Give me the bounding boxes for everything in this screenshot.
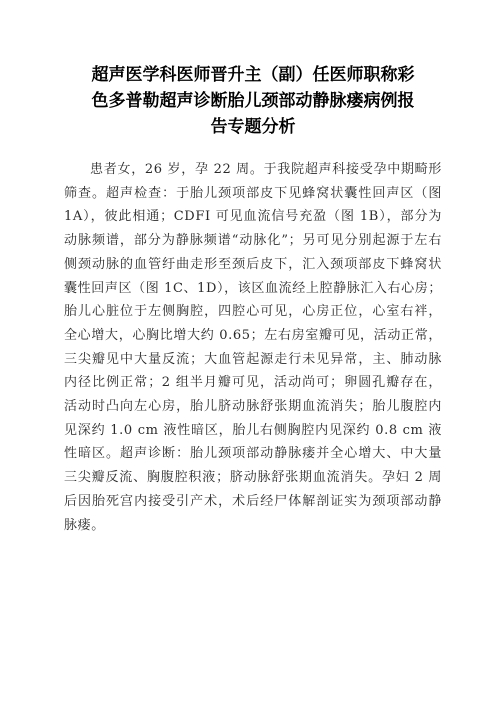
case-report-paragraph: 患者女，26 岁，孕 22 周。于我院超声科接受孕中期畸形筛查。超声检查：于胎儿颈项部皮下见蜂窝状囊性回声区（图 1A），彼此相通；CDFI 可见血流信号充盈（图 1B），部分为动脉频谱，部分为静脉频谱“动脉化”；另可见分别起源于左右侧颈动脉的血管纡曲走形至颈后皮下，汇入颈项部皮下蜂窝状囊性回声区（图 1C、1D），该区血流经上腔静脉汇入右心房；胎儿心脏位于左侧胸腔，四腔心可见，心房正位，心室右袢，全心增大，心胸比增大约 0.65；左右房室瓣可见，活动正常，三尖瓣见中大量反流；大血管起源走行未见异常，主、肺动脉内径比例正常；2 组半月瓣可见，活动尚可；卵圆孔瓣存在，活动时凸向左心房，胎儿脐动脉舒张期血流消失；胎儿腹腔内见深约 1.0 cm 液性暗区，胎儿右侧胸腔内见深约 0.8 cm 液性暗区。超声诊断：胎儿颈项部动静脉瘘并全心增大、中大量三尖瓣反流、胸腹腔积液；脐动脉舒张期血流消失。孕妇 2 周后因胎死宫内接受引产术，术后经尸体解剖证实为颈项部动静脉瘘。 [64,162,442,533]
document-title [64,62,442,140]
title-line-3: 告专题分析 [210,117,296,137]
title-line-2: 色多普勒超声诊断胎儿颈部动静脉瘘病例报 [91,91,415,111]
title-line-1: 超声医学科医师晋升主（副）任医师职称彩 [91,65,415,85]
